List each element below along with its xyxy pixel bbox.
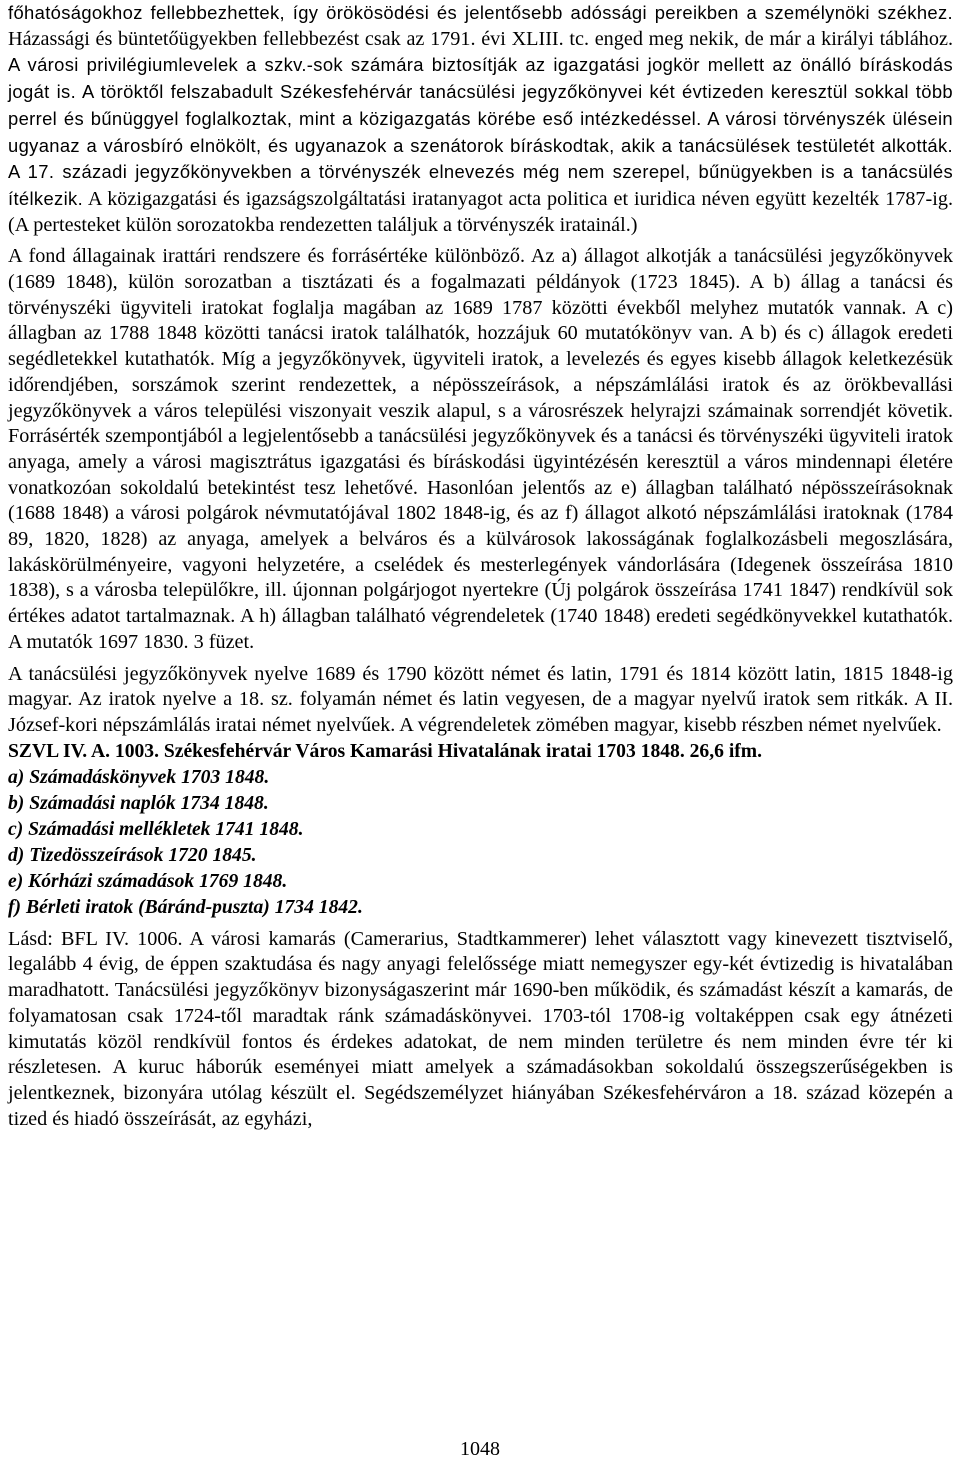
section-body-paragraph: Lásd: BFL IV. 1006. A városi kamarás (Camerarius, Stadtkammerer) lehet választott vagy kinevezett tisztviselő, legalább 4 évig, de éppen szaktudása és nagy anyagi felelőssége miatt nemegyszer egy-két évtizedig is hivatalában maradhatott. Tanácsülési jegyzőkönyv bizonyságaszerint már 1690-ben működik, és számadást készít a kamarás, de folyamatosan csak 1724-től maradtak ránk számadáskönyvei. 1703-tól 1708-ig voltaképpen csak egy átnézeti kimutatás közöl rendkívül fontos és érdekes adatokat, de nem minden területre és nem minden évre tér ki részletesen. A kuruc háborúk eseményei miatt amelyek a számadásokban sokoldalú összegszerűségekben is jelentkeznek, bizonyára utólag készült el. Segédszemélyzet hiányában Székesfehérváron a 18. század közepén a tized és hiadó összeírását, az egyházi,	[8, 927, 953, 1130]
subfonds-list	[8, 765, 953, 921]
subfonds-item-a: a) Számadáskönyvek 1703 1848.	[8, 766, 270, 788]
intro-text-serif-2: A közigazgatási és igazságszolgáltatási iratanyagot acta politica et iuridica néven együtt kezelték 1787-ig. (A pertesteket külön sorozatokba rendezetten találjuk a törvényszék iratainál.)	[8, 187, 953, 236]
section-heading: SZVL IV. A. 1003. Székesfehérvár Város Kamarási Hivatalának iratai 1703 1848. 26,6 ifm.	[8, 740, 763, 762]
fond-paragraph: A fond állagainak irattári rendszere és forrásértéke különböző. Az a) állagot alkotják a tanácsülési jegyzőkönyvek (1689 1848), külön sorozatban a tisztázati és a fogalmazati példányok (1723 1845). A b) állag a tanácsi és törvényszéki ügyviteli iratokat foglalja magában az 1689 1787 közötti évekből melyhez mutatók vannak. A c) állagban az 1788 1848 közötti tanácsi iratok találhatók, hozzájuk 60 mutatókönyv van. A b) és c) állagok eredeti segédletekkel kutathatók. Míg a jegyzőkönyvek, ügyviteli iratok, a levelezés és egyes kisebb állagok keletkezésük időrendjében, sorszámok szerint rendezettek, a népösszeírások, a népszámlálási iratok és az örökbevallási jegyzőkönyvek a város települési viszonyait veszik alapul, s a városrészek helyrajzi számainak sorrendjét követik. Forrásérték szempontjából a legjelentősebb a tanácsülési jegyzőkönyvek és a tanácsi és törvényszéki ügyviteli iratok anyaga, amely a városi magisztrátus igazgatási és bíráskodási ügyintézésén keresztül a város mindennapi életére vonatkozóan sokoldalú betekintést tesz lehetővé. Hasonlóan jelentős az e) állagban található népösszeírásoknak (1688 1848) a városi polgárok névmutatójával 1802 1848-ig, és az f) állagot alkotó népszámlálási iratoknak (1784 89, 1820, 1828) az anyaga, amelyek a belváros és a külvárosok lakosságának foglalkozásbeli megoszlására, lakáskörülményeire, vagyoni helyzetére, a cselédek és mesterlegények vándorlására (Idegenek összeírása 1810 1838), s a városba települőkre, ill. újonnan polgárjogot nyertekre (Új polgárok összeírása 1741 1847) rendkívül sok értékes adatot tartalmaznak. A h) állagban található végrendeletek (1740 1848) eredeti segédkönyvekkel kutathatók. A mutatók 1697 1830. 3 füzet.	[8, 245, 953, 653]
intro-text-sans-2: A városi privilégiumlevelek a szkv.-sok számára biztosítják az igazgatási jogkör mellett az önálló bíráskodás jogát is. A töröktől felszabadult Székesfehérvár tanácsülési jegyzőkönyvei két évtizeden keresztül sokkal több perrel és bűnüggyel foglalkoztak, mint a közigazgatás körébe eső intézkedéssel. A városi törvényszék ülésein ugyanaz a városbíró elnökölt, és ugyanazok a szenátorok bíráskodtak, akik a tanácsülések testületét alkották. A 17. századi jegyzőkönyvekben a törvényszék elnevezés még nem szerepel, bűnügyekben is a tanácsülés ítélkezik.	[8, 54, 953, 209]
subfonds-item-b: b) Számadási naplók 1734 1848.	[8, 792, 269, 814]
page-number: 1048	[460, 1438, 500, 1460]
intro-paragraph	[8, 0, 953, 238]
subfonds-item-e: e) Kórházi számadások 1769 1848.	[8, 870, 288, 892]
subfonds-item-f: f) Bérleti iratok (Báránd-puszta) 1734 1842.	[8, 896, 363, 918]
subfonds-item-c: c) Számadási mellékletek 1741 1848.	[8, 818, 304, 840]
subfonds-item-d: d) Tizedösszeírások 1720 1845.	[8, 844, 257, 866]
document-page	[8, 0, 953, 1132]
intro-text-sans-1: főhatóságokhoz fellebbezhettek, így örökösödési és jelentősebb adóssági pereikben a személynöki székhez.	[8, 2, 953, 23]
language-paragraph: A tanácsülési jegyzőkönyvek nyelve 1689 és 1790 között német és latin, 1791 és 1814 között latin, 1815 1848-ig magyar. Az iratok nyelve a 18. sz. folyamán német és latin vegyesen, de a magyar nyelvű iratok sem ritkák. A II. József-kori népszámlálás iratai német nyelvűek. A végrendeletek zömében magyar, kisebb részben német nyelvűek.	[8, 662, 953, 736]
intro-text-serif-1: Házassági és büntetőügyekben fellebbezést csak az 1791. évi XLIII. tc. enged meg nekik, de már a királyi táblához.	[8, 27, 953, 50]
